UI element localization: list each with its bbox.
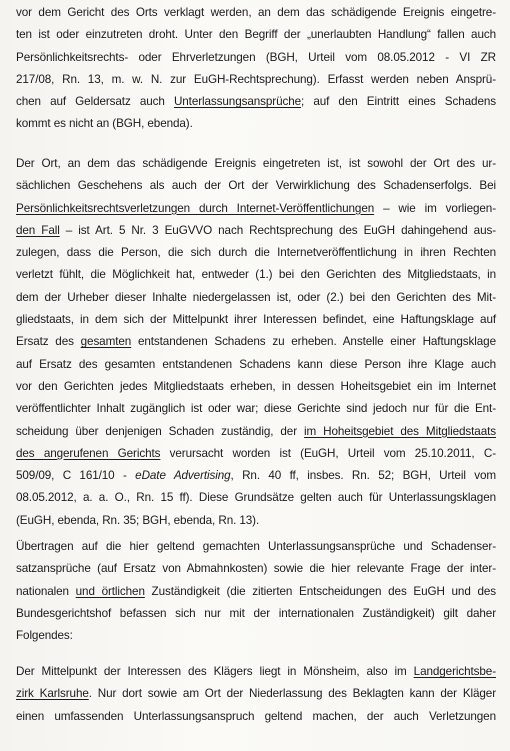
text-line: Bundesgerichtshof befassen sich nur mit der internationalen Zuständigkeit) gilt daher (16, 606, 496, 620)
paragraph-center-of-interests (16, 661, 496, 728)
text-line: zulegen, dass die Person, die sich durch die Internetveröffentlichung in ihren Rechten (16, 246, 496, 260)
text-line: sächlichen Geschehens als auch der Ort der Verwirklichung des Schadenserfolgs. Bei (16, 179, 496, 193)
paragraph-place-of-damage (16, 153, 496, 532)
text-line: chen auf Geldersatz auch Unterlassungsansprüche; auf den Eintritt eines Schadens (16, 95, 496, 109)
paragraph-jurisdiction-tort (16, 2, 496, 136)
text-line: 08.05.2012, a. a. O., Rn. 15 ff). Diese Grundsätze gelten auch für Unterlassungsklagen (16, 491, 496, 505)
text-line: 509/09, C 161/10 - eDate Advertising, Rn. 40 ff, insbes. Rn. 52; BGH, Urteil vom (16, 469, 496, 483)
text-line: scheidung über denjenigen Schaden zuständig, der im Hoheitsgebiet des Mitgliedstaats (16, 424, 496, 438)
text-line: dem der Urheber dieser Inhalte niedergelassen ist, oder (2.) bei den Gerichten des Mit- (16, 290, 496, 304)
text-line: kommt es nicht an (BGH, ebenda). (16, 117, 193, 131)
text-line: vor dem Gericht des Orts verklagt werden, an dem das schädigende Ereignis eingetre- (16, 6, 496, 19)
text-line: den Fall – ist Art. 5 Nr. 3 EuGVVO nach Rechtsprechung des EuGH dahingehend aus- (16, 223, 497, 237)
text-line: zirk Karlsruhe. Nur dort sowie am Ort der Niederlassung des Beklagten kann der Kläger (16, 687, 496, 701)
text-line: gliedstaats, in dem sich der Mittelpunkt ihrer Interessen befindet, eine Haftungsklage auf (16, 313, 496, 327)
text-line: nationalen und örtlichen Zuständigkeit (die zitierten Entscheidungen des EuGH und des (16, 584, 496, 598)
text-line: veröffentlichter Inhalt zugänglich ist oder war; diese Gerichte sind jedoch nur für die Ent- (16, 402, 496, 416)
text-line: Ersatz des gesamten entstandenen Schadens zu erheben. Anstelle einer Haftungsklage (16, 335, 496, 349)
paragraph-application (16, 536, 496, 647)
text-line: satzansprüche (auf Ersatz von Abmahnkosten) sowie die hier relevante Frage der inter- (16, 562, 496, 576)
text-line: des angerufenen Gerichts verursacht worden ist (EuGH, Urteil vom 25.10.2011, C- (16, 446, 496, 460)
text-line: vor den Gerichten jedes Mitgliedstaats erheben, in dessen Hoheitsgebiet ein im Internet (16, 379, 496, 393)
text-line: Folgendes: (16, 629, 73, 643)
text-line: ten ist oder einzutreten droht. Unter den Begriff der „unerlaubten Handlung“ fallen auch (16, 28, 496, 42)
text-line: einen umfassenden Unterlassungsanspruch geltend machen, der auch Verletzungen (16, 709, 496, 723)
text-line: Übertragen auf die hier geltend gemachten Unterlassungsansprüche und Schadenser- (16, 540, 496, 553)
text-line: Persönlichkeitsrechtsverletzungen durch Internet-Veröffentlichungen – wie im vorliegen- (16, 201, 497, 215)
text-line: Der Mittelpunkt der Interessen des Klägers liegt in Mönsheim, also im Landgerichtsbe- (16, 665, 496, 678)
text-line: Persönlichkeitsrechts- oder Ehrverletzungen (BGH, Urteil vom 08.05.2012 - VI ZR (16, 50, 496, 64)
text-line: auf Ersatz des gesamten entstandenen Schadens kann diese Person ihre Klage auch (16, 357, 496, 371)
text-line: 217/08, Rn. 13, m. w. N. zur EuGH-Rechtsprechung). Erfasst werden neben Ansprü- (16, 72, 496, 86)
text-line: verletzt fühlt, die Möglichkeit hat, entweder (1.) bei den Gerichten des Mitgliedstaats, in (16, 268, 496, 282)
text-line: (EuGH, ebenda, Rn. 35; BGH, ebenda, Rn. 13). (16, 513, 260, 527)
text-line: Der Ort, an dem das schädigende Ereignis eingetreten ist, ist sowohl der Ort des ur- (16, 157, 496, 170)
